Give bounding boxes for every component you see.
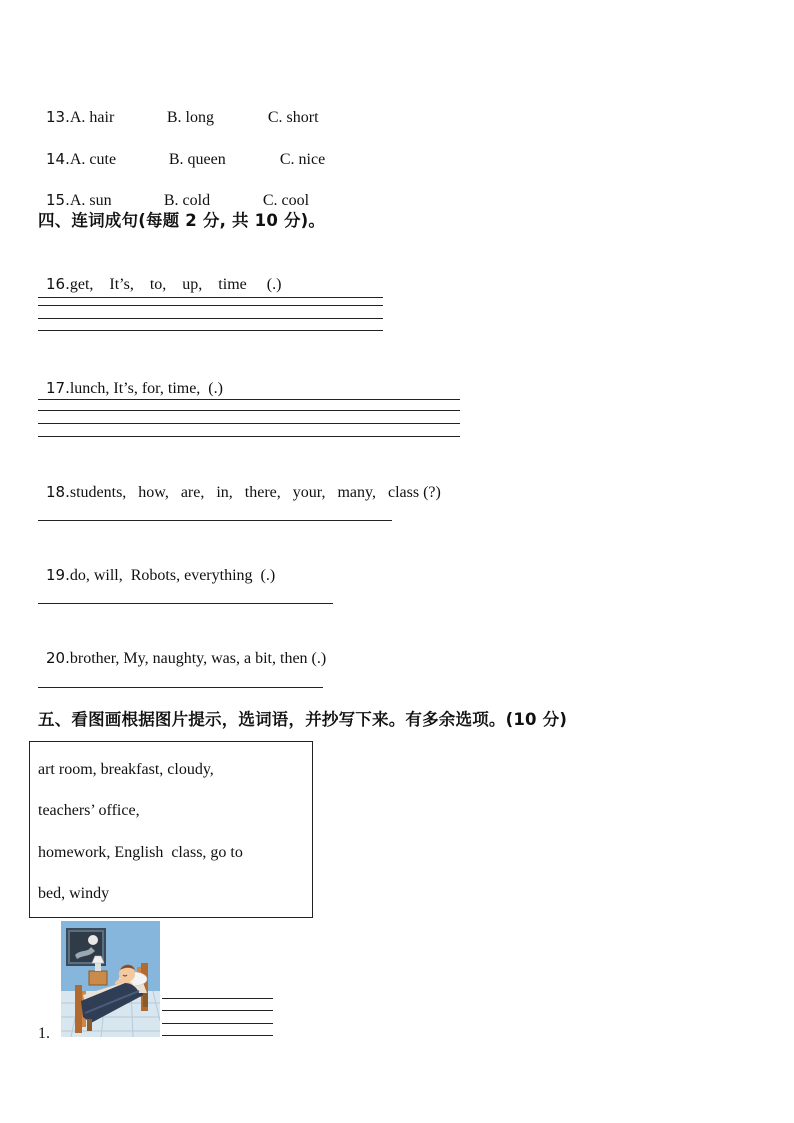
question-number: 20. xyxy=(46,649,70,667)
answer-line[interactable] xyxy=(162,1023,273,1024)
question-17 xyxy=(38,358,223,399)
question-words: brother, My, naughty, was, a bit, then (.) xyxy=(69,650,327,667)
question-words: get, It’s, to, up, time (.) xyxy=(69,276,282,293)
option-b: B. long xyxy=(166,109,214,126)
answer-line[interactable] xyxy=(38,436,460,437)
question-words: do, will, Robots, everything (.) xyxy=(69,567,276,584)
item-number: 15. xyxy=(46,191,70,209)
boy-sleeping-in-bed-icon xyxy=(61,921,160,1037)
answer-line[interactable] xyxy=(38,318,383,319)
option-c: C. short xyxy=(267,109,319,126)
word-bank-line: teachers’ office, xyxy=(38,802,140,819)
question-20 xyxy=(38,628,326,669)
option-c: C. cool xyxy=(262,192,310,209)
answer-line[interactable] xyxy=(38,297,383,298)
question-words: lunch, It’s, for, time, (.) xyxy=(69,380,223,397)
picture-question-number: 1. xyxy=(38,1025,50,1042)
question-number: 18. xyxy=(46,483,70,501)
answer-line[interactable] xyxy=(162,1035,273,1036)
question-16 xyxy=(38,254,281,295)
item-number: 14. xyxy=(46,150,70,168)
answer-line[interactable] xyxy=(38,603,333,604)
section-5-title: 五、看图画根据图片提示，选词语，并抄写下来。有多余选项。(10 分) xyxy=(38,710,568,729)
word-bank-line: bed, windy xyxy=(38,885,110,902)
answer-line[interactable] xyxy=(38,410,460,411)
option-c: C. nice xyxy=(279,151,326,168)
option-b: B. cold xyxy=(163,192,211,209)
word-bank-line: homework, English class, go to xyxy=(38,844,243,861)
answer-line[interactable] xyxy=(38,520,392,521)
answer-line[interactable] xyxy=(38,687,323,688)
question-words: students, how, are, in, there, your, many, class (?) xyxy=(69,484,441,501)
item-15 xyxy=(38,170,309,211)
option-a: A. sun xyxy=(69,192,112,209)
question-19 xyxy=(38,545,275,586)
question-number: 16. xyxy=(46,275,70,293)
answer-line[interactable] xyxy=(38,399,460,400)
answer-line[interactable] xyxy=(162,1010,273,1011)
answer-line[interactable] xyxy=(38,423,460,424)
section-4-title: 四、连词成句(每题 2 分, 共 10 分)。 xyxy=(38,211,326,230)
item-14 xyxy=(38,129,325,170)
option-a: A. hair xyxy=(69,109,115,126)
answer-line[interactable] xyxy=(38,330,383,331)
option-b: B. queen xyxy=(168,151,226,168)
item-13 xyxy=(38,87,319,128)
item-number: 13. xyxy=(46,108,70,126)
answer-line[interactable] xyxy=(162,998,273,999)
question-number: 17. xyxy=(46,379,70,397)
word-bank-box xyxy=(29,741,313,918)
word-bank-line: art room, breakfast, cloudy, xyxy=(38,761,214,778)
answer-line[interactable] xyxy=(38,305,383,306)
question-18 xyxy=(38,462,441,503)
question-number: 19. xyxy=(46,566,70,584)
option-a: A. cute xyxy=(69,151,117,168)
